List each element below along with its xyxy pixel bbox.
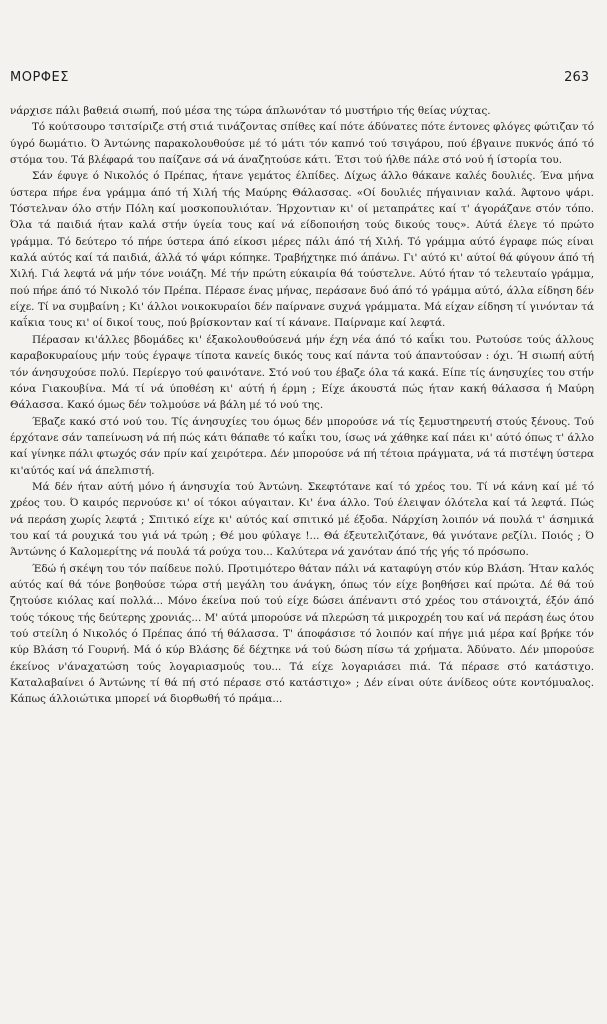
paragraph: Έβαζε κακό στό νού του. Τίς άνησυχίες του όμως δέν μπορούσε νά τίς ξεμυστηρευτή στούς ξένους. Τού έρχότανε σάν ταπείνωση νά πή πώς κάτι θάπαθε τό καΐκι του, ίσως νά χάθηκε καί πάει κι' αύτό όπως τ' άλλο καί γίνηκε πάλι φτωχός σάν πρίν καί χειρότερα. Δέν μπορούσε νά πή τέτοια πράγματα, νά τά πιστέψη ύστερα κι'αύτός καί νά άπελπιστή. [10, 415, 594, 477]
paragraph: Πέρασαν κι'άλλες βδομάδες κι' έξακολουθούσενά μήν έχη νέα άπό τό καΐκι του. Ρωτούσε τούς άλλους καραβοκυραίους μήν τούς έγραψε τίποτα κανείς δικός τους καί πάντα τού άπαντούσαν : όχι. Ή σιωπή αύτή τόν άνησυχούσε πολύ. Περίεργο τού φαινότανε. Στό νού του έβαζε όλα τά κακά. Είπε τίς άνησυχίες του στήν κόνα Γιακουβίνα. Μά τί νά ύποθέση κι' αύτή ή έρμη ; Είχε άκουστά πώς ήταν κακή θάλασσα ή Μαύρη Θάλασσα. Κακό όμως δέν τολμούσε νά βάλη μέ τό νού της. [10, 333, 594, 412]
paragraph: νάρχισε πάλι βαθειά σιωπή, πού μέσα της τώρα άπλωνόταν τό μυστήριο τής θείας νύχτας. [10, 105, 491, 117]
paragraph: Έδώ ή σκέψη του τόν παίδευε πολύ. Προτιμότερο θάταν πάλι νά καταφύγη στόν κύρ Βλάση. Ήταν καλός αύτός καί θά τόνε βοηθούσε τώρα στή μεγάλη του άνάγκη, όπως τόν είχε βοηθήσει καί πρώτα. Δέ θά τού ζητούσε κιόλας καί πολλά... Μόνο έκείνα πού τού είχε δώσει άπέναντι στό χρέος του στάνοιχτά, έξόν άπό τούς τόκους τής δεύτερης χρονιάς... Μ' αύτά μπορούσε νά πλερώση τά μικροχρέη του καί νά περάση έως ότου τού στείλη ό Νικολός ό Πρέπας άπό τή θάλασσα. Τ' άποφάσισε τό λοιπόν καί πήγε μιά μέρα καί βρήκε τόν κύρ Βλάση τό Γουρνή. Μά ό κύρ Βλάσης δέ δέχτηκε νά τού δώση πίσω τά χρήματα. Άδύνατο. Δέν μπορούσε έκείνος ν'άναχατώση τούς λογαριασμούς του... Τά είχε λογαριάσει πιά. Τά πέρασε στό κατάστιχο. Καταλαβαίνει ό Άντώνης τί θά πή στό πέρασε στό κατάστιχο» ; Δέν είναι ούτε άνίδεος ούτε κοντόμυαλος. Κάπως άλλοιώτικα μπορεί νά διορθωθή τό πράμα... [10, 562, 594, 706]
body-text [10, 103, 594, 708]
paragraph: Τό κούτσουρο τσιτσίριζε στή στιά τινάζοντας σπίθες καί πότε άδύνατες πότε έντονες φλόγες φώτιζαν τό ύγρό δωμάτιο. Ό Άντώνης παρακολουθούσε μέ τό μάτι τόν καπνό τού τσιγάρου, πού έβγαινε πυκνός άπό τό στόμα του. Τά βλέφαρά του παίζανε σά νά άναζητούσε κάτι. Έτσι τού ήλθε πάλε στό νού ή ίστορία του. [10, 121, 594, 167]
running-title: ΜΟΡΦΕΣ [10, 70, 69, 85]
page-number: 263 [564, 70, 589, 85]
page-header [10, 70, 589, 85]
paragraph: Σάν έφυγε ό Νικολός ό Πρέπας, ήτανε γεμάτος έλπίδες. Δίχως άλλο θάκανε καλές δουλιές. Ένα μήνα ύστερα πήρε ένα γράμμα άπό τή Χιλή τής Μαύρης Θάλασσας. «Οί δουλιές πήγαινιαν καλά. Άφτονο ψάρι. Τόστελναν όλο στήν Πόλη καί μοσκοπουλιόταν. Ήρχοντιαν κι' οί μεταπράτες καί τ' άγοράζανε στόν τόπο. Όλα τά παιδιά ήταν καλά στήν ύγεία τους καί νά είδοποιήση τούς δικούς τους». Αύτά έλεγε τό πρώτο γράμμα. Τό δεύτερο τό πήρε ύστερα άπό είκοσι μέρες πάλι άπό τή Χιλή. Τό γράμμα αύτό έγραφε πώς είναι καλά αύτός καί τά παιδιά, άλλά τό ψάρι κόπηκε. Τραβήχτηκε πιό άπάνω. Γι' αύτό κι' αύτοί θά φύγουν άπό τή Χιλή. Γιά λεφτά νά μήν τόνε νοιάζη. Μέ τήν πρώτη εύκαιρία θά τούστελνε. Αύτό ήταν τό τελευταίο γράμμα, πού πήρε άπό τό Νικολό τόν Πρέπα. Πέρασε ένας μήνας, περάσανε δυό άπό τό γράμμα αύτό, άλλα είδηση δέν είχε. Τί να συμβαίνη ; Κι' άλλοι νοικοκυραίοι δέν παίρνανε συχνά γράμματα. Μά είχαν είδηση τί γινόνταν τά καΐκια τους κι' οί δικοί τους, πού βρίσκονταν καί τί κάνανε. Παίρναμε καί λεφτά. [10, 170, 594, 330]
paragraph: Μά δέν ήταν αύτή μόνο ή άνησυχία τού Άντώνη. Σκεφτότανε καί τό χρέος του. Τί νά κάνη καί μέ τό χρέος του. Ό καιρός περνούσε κι' οί τόκοι αύγαιταν. Κι' ένα άλλο. Τού έλειψαν όλότελα καί τά λεφτά. Πώς νά περάση χωρίς λεφτά ; Σπιτικό είχε κι' αύτός καί σπιτικό μέ έξοδα. Νάρχίση λοιπόν νά πουλά τ' άσημικά του καί τά ρουχικά του γιά νά τρώη ; Θέ μου φύλαγε !... Θά έξευτελιζότανε, θά γινότανε ρεζίλι. Ποιός ; Ό Άντώνης ό Καλομερίτης νά πουλά τά ρούχα του... Καλύτερα νά χανόταν άπό τής γής τό πρόσωπο. [10, 480, 594, 559]
